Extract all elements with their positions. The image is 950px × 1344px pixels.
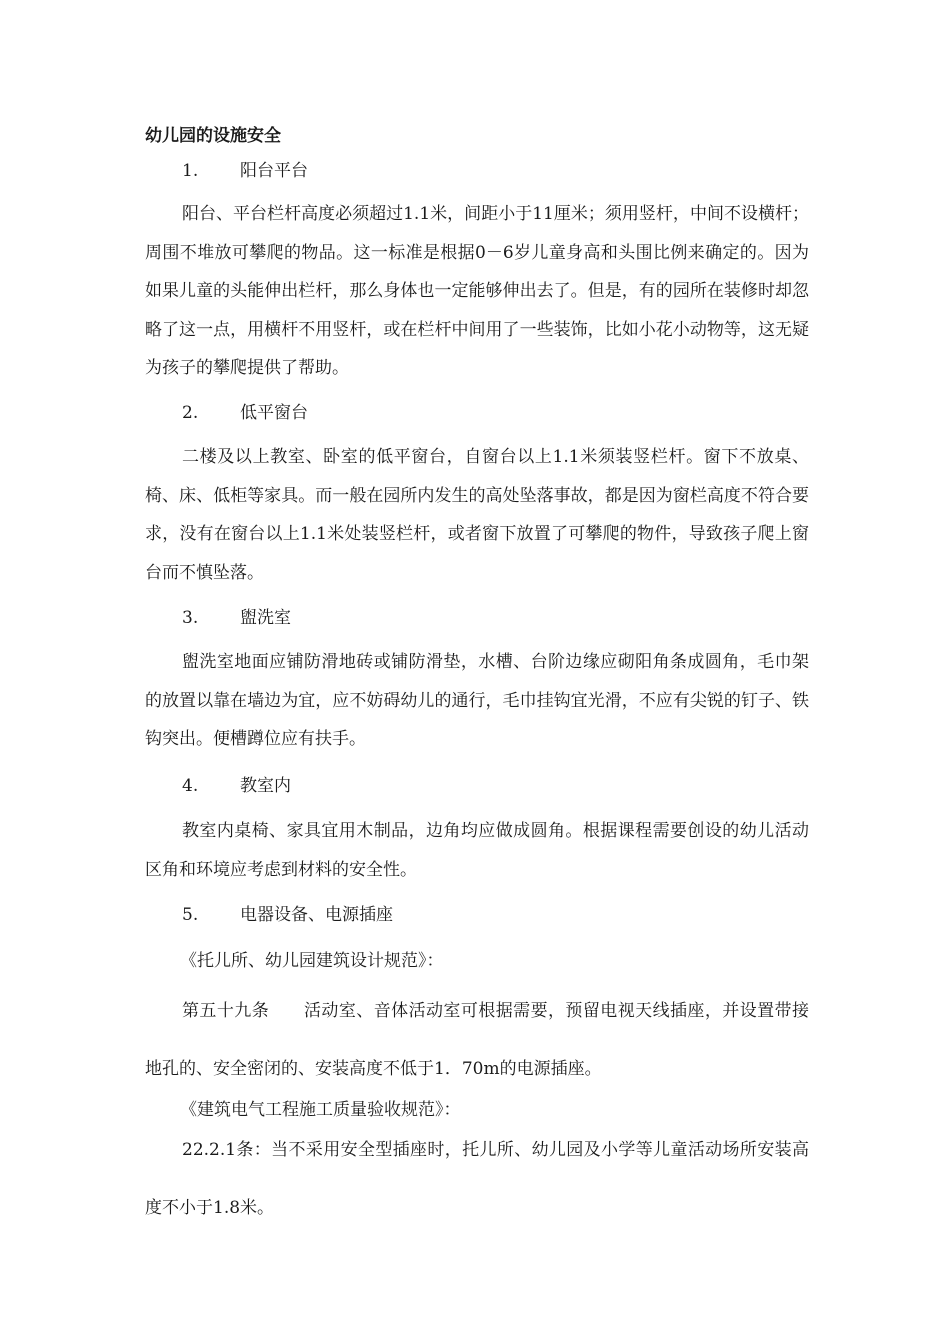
section-heading	[182, 403, 308, 423]
section-number: 2.	[182, 403, 199, 423]
section-paragraph: 盥洗室地面应铺防滑地砖或铺防滑垫，水槽、台阶边缘应砌阳角条成圆角，毛巾架的放置以靠在墙边为宜，应不妨碍幼儿的通行，毛巾挂钩宜光滑，不应有尖锐的钉子、铁钩突出。便槽蹲位应有扶手。	[145, 652, 809, 749]
section-heading	[182, 608, 291, 628]
citation-source: 《建筑电气工程施工质量验收规范》：	[180, 1100, 461, 1120]
section-title: 低平窗台	[240, 403, 308, 423]
section-heading	[182, 776, 291, 796]
section-number: 5.	[182, 905, 199, 925]
section-number: 3.	[182, 608, 199, 628]
section-paragraph: 二楼及以上教室、卧室的低平窗台，自窗台以上1.1米须装竖栏杆。窗下不放桌、椅、床、低柜等家具。而一般在园所内发生的高处坠落事故，都是因为窗栏高度不符合要求，没有在窗台以上1.1米处装竖栏杆，或者窗下放置了可攀爬的物件，导致孩子爬上窗台而不慎坠落。	[145, 447, 809, 583]
section-title: 阳台平台	[240, 161, 308, 181]
section-paragraph: 教室内桌椅、家具宜用木制品，边角均应做成圆角。根据课程需要创设的幼儿活动区角和环境应考虑到材料的安全性。	[145, 821, 809, 880]
citation-text: 22.2.1条：当不采用安全型插座时，托儿所、幼儿园及小学等儿童活动场所安装高度不小于1.8米。	[145, 1140, 809, 1218]
section-heading	[182, 905, 393, 925]
section-title: 盥洗室	[240, 608, 291, 628]
section-title: 教室内	[240, 776, 291, 796]
section-paragraph: 阳台、平台栏杆高度必须超过1.1米，间距小于11厘米；须用竖杆，中间不设横杆；周围不堆放可攀爬的物品。这一标准是根据0－6岁儿童身高和头围比例来确定的。因为如果儿童的头能伸出栏杆，那么身体也一定能够伸出去了。但是，有的园所在装修时却忽略了这一点，用横杆不用竖杆，或在栏杆中间用了一些装饰，比如小花小动物等，这无疑为孩子的攀爬提供了帮助。	[145, 204, 809, 378]
section-heading	[182, 161, 308, 181]
section-title: 电器设备、电源插座	[240, 905, 393, 925]
section-number: 4.	[182, 776, 199, 796]
document-title: 幼儿园的设施安全	[145, 126, 281, 146]
section-number: 1.	[182, 161, 199, 181]
citation-text: 第五十九条 活动室、音体活动室可根据需要，预留电视天线插座，并设置带接地孔的、安全密闭的、安装高度不低于1．70m的电源插座。	[145, 1001, 809, 1079]
citation-source: 《托儿所、幼儿园建筑设计规范》：	[180, 951, 444, 971]
